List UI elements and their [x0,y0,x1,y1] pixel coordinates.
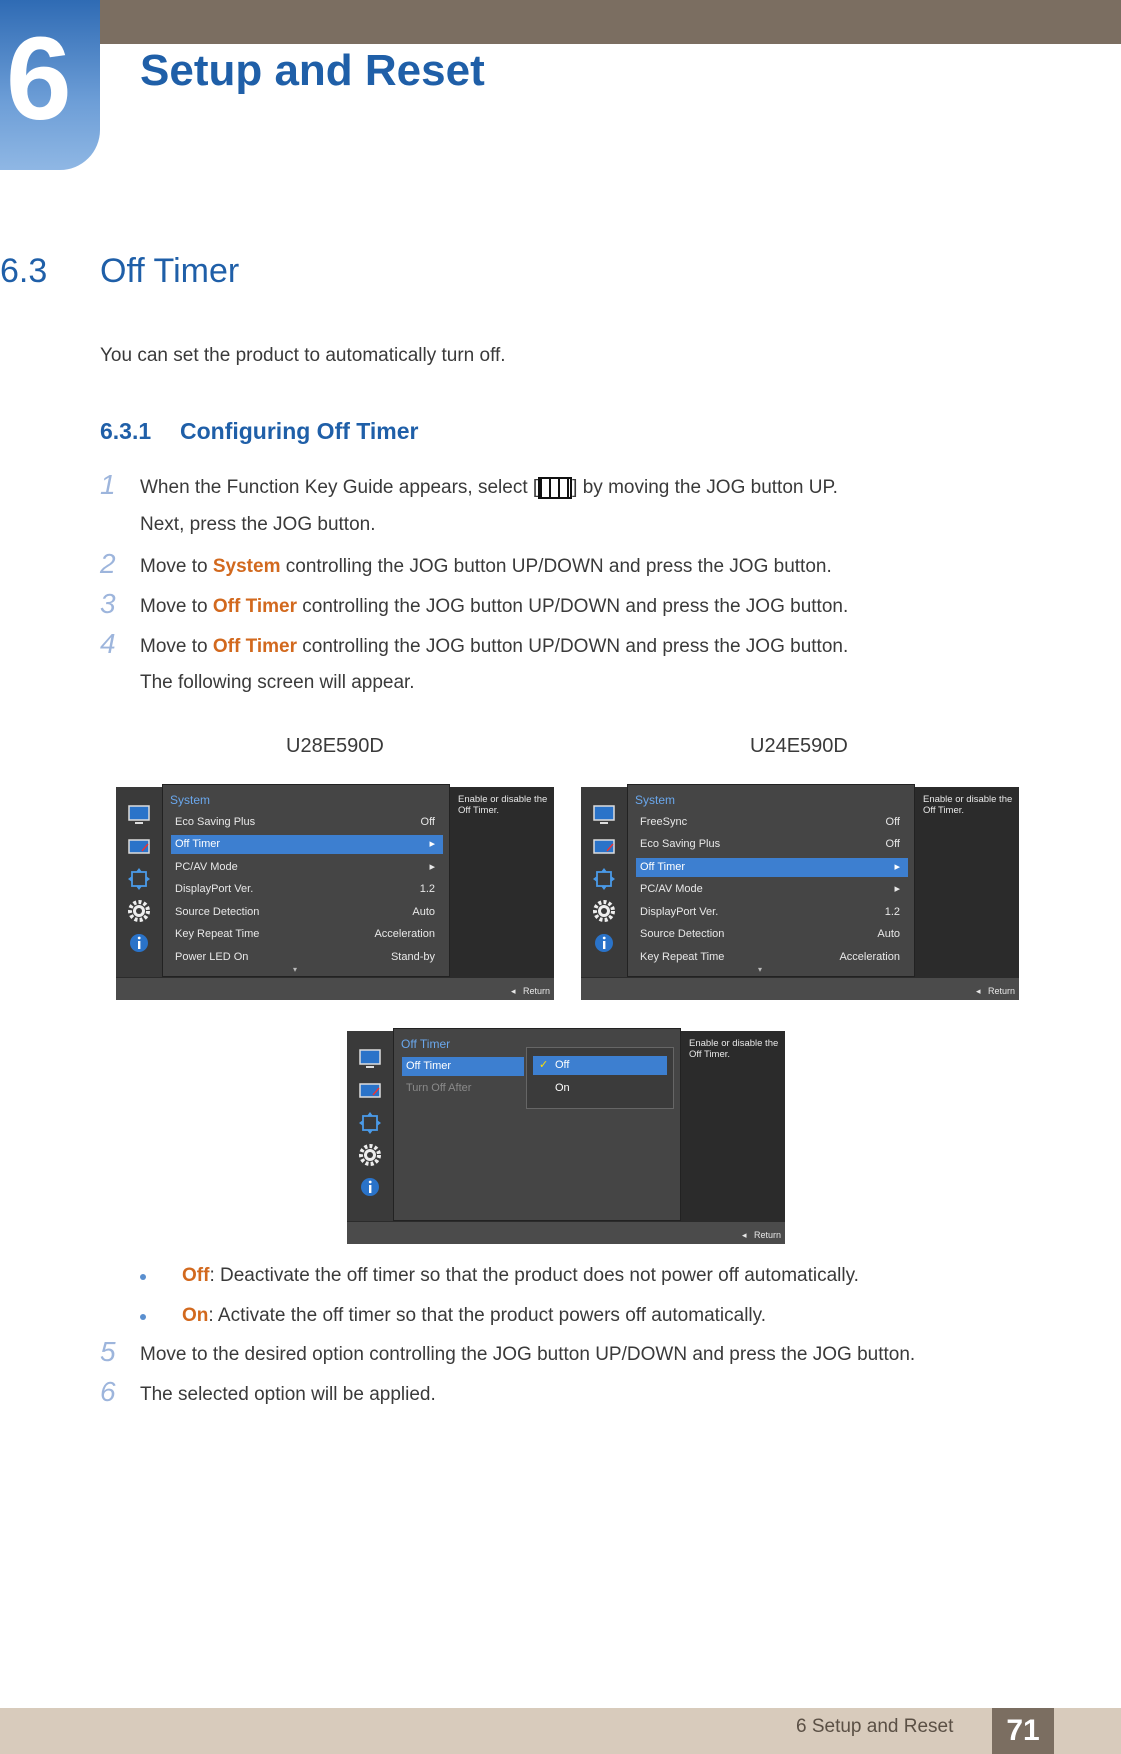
option-label: Off [555,1059,570,1071]
osd-row-label: Eco Saving Plus [175,816,256,828]
position-icon [592,867,616,891]
step-number: 1 [100,469,116,500]
section-intro: You can set the product to automatically turn off. [100,345,506,366]
position-icon [358,1111,382,1135]
osd-row-label: Power LED On [175,951,249,963]
step-text [140,636,848,658]
osd-row-label: FreeSync [640,816,688,828]
osd-row-label: Turn Off After [406,1082,472,1094]
osd-row-value: ▸ [429,838,435,850]
osd-row-label: Off Timer [175,838,221,850]
osd-screen-right [581,787,1019,1000]
step-number: 4 [100,628,116,659]
step-1-follow: Next, press the JOG button. [140,514,376,535]
osd-help-text: Enable or disable the Off Timer. [689,1038,779,1060]
osd-icon-column [347,1031,393,1221]
step-text-pre: When the Function Key Guide appears, select [ [140,477,539,499]
gear-icon [592,899,616,923]
info-icon [127,931,151,955]
bullet-body: : Activate the off timer so that the product powers off automatically. [208,1305,767,1326]
osd-menu-row[interactable] [171,903,443,922]
model-label-left: U28E590D [286,735,384,757]
osd-menu-row-disabled [402,1079,524,1098]
step-highlight: Off Timer [212,636,297,657]
osd-row-label: Off Timer [640,861,686,873]
osd-bottom-bar [581,978,1019,1000]
osd-row-value: Off [885,816,900,828]
option-off[interactable] [533,1056,667,1075]
section-title: Off Timer [100,252,240,290]
info-icon [592,931,616,955]
step-number: 2 [100,548,116,579]
osd-icon-column [116,787,162,977]
step-text: Move to the desired option controlling the JOG button UP/DOWN and press the JOG button. [140,1344,916,1365]
osd-row-value: 1.2 [419,883,435,895]
picture-icon [592,835,616,859]
osd-row-label: Key Repeat Time [640,951,725,963]
osd-help-text: Enable or disable the Off Timer. [923,794,1013,816]
step-text-post: ] by moving the JOG button UP. [572,477,838,499]
step-text-pre: Move to [140,556,213,577]
section-number: 6.3 [0,252,48,290]
osd-row-label: PC/AV Mode [640,883,703,895]
chapter-title: Setup and Reset [140,46,485,95]
return-button[interactable] [742,1230,781,1241]
osd-menu-row[interactable] [171,948,443,967]
gear-icon [127,899,151,923]
step-number: 6 [100,1376,116,1407]
left-arrow-icon: ◂ [975,986,988,996]
osd-menu-row[interactable] [636,813,908,832]
option-on[interactable] [533,1079,667,1098]
osd-menu-row[interactable] [636,948,908,967]
osd-row-label: Source Detection [640,928,725,940]
step-text-post: controlling the JOG button UP/DOWN and press the JOG button. [296,636,849,657]
footer-chapter-text: 6 Setup and Reset [796,1716,954,1737]
osd-screen-off-timer [347,1031,785,1244]
osd-row-label: Key Repeat Time [175,928,260,940]
osd-menu-row-selected[interactable] [636,858,908,877]
osd-menu-panel [627,784,915,977]
subsection-number: 6.3.1 [100,418,152,444]
osd-row-label: DisplayPort Ver. [175,883,254,895]
picture-icon [127,835,151,859]
gear-icon [358,1143,382,1167]
return-label: Return [987,986,1015,996]
step-text [140,596,848,618]
top-bar [0,0,1121,44]
bullet-text [182,1265,859,1287]
step-text-post: controlling the JOG button UP/DOWN and press the JOG button. [296,596,849,617]
chapter-number: 6 [6,13,72,145]
bullet-dot [140,1274,146,1280]
osd-row-value: ▸ [894,861,900,873]
step-text [140,477,838,499]
scroll-down-icon: ▾ [758,965,763,974]
osd-row-label: Off Timer [406,1060,452,1072]
osd-help-text: Enable or disable the Off Timer. [458,794,548,816]
monitor-icon [592,803,616,827]
step-number: 5 [100,1336,116,1367]
osd-row-value: Acceleration [374,928,435,940]
osd-row-label: Eco Saving Plus [640,838,721,850]
osd-row-label: PC/AV Mode [175,861,238,873]
scroll-down-icon: ▾ [293,965,298,974]
step-highlight: System [212,556,281,577]
bullet-highlight: On [182,1305,209,1326]
osd-menu-row[interactable] [636,903,908,922]
osd-option-popup [526,1047,674,1109]
step-4-follow: The following screen will appear. [140,672,415,693]
bullet-dot [140,1314,146,1320]
step-highlight: Off Timer [212,596,297,617]
subsection-title: Configuring Off Timer [180,418,419,444]
return-label: Return [753,1230,781,1240]
osd-menu-row[interactable] [171,858,443,877]
osd-menu-row[interactable] [171,925,443,944]
check-icon: ✓ [539,1059,549,1071]
osd-menu-row[interactable] [636,880,908,899]
osd-row-value: ▸ [894,883,900,895]
position-icon [127,867,151,891]
chapter-tab [0,0,100,170]
osd-row-label: Source Detection [175,906,260,918]
osd-row-value: Acceleration [839,951,900,963]
info-icon [358,1175,382,1199]
left-arrow-icon: ◂ [510,986,523,996]
step-text-pre: Move to [140,636,213,657]
return-button[interactable] [976,986,1015,997]
osd-bottom-bar [116,978,554,1000]
left-arrow-icon: ◂ [741,1230,754,1240]
osd-menu-title: System [635,793,676,807]
step-number: 3 [100,588,116,619]
option-label: On [555,1082,570,1094]
return-label: Return [522,986,550,996]
osd-row-value: Auto [412,906,435,918]
osd-row-value: Off [420,816,435,828]
step-text-pre: Move to [140,596,213,617]
osd-menu-title: System [170,793,211,807]
osd-bottom-bar [347,1222,785,1244]
menu-key-icon [538,477,572,499]
step-text [140,556,832,578]
osd-menu-row[interactable] [171,813,443,832]
osd-screen-left [116,787,554,1000]
bullet-text [182,1305,766,1327]
osd-menu-row[interactable] [636,925,908,944]
osd-menu-panel [162,784,450,977]
osd-menu-title: Off Timer [401,1037,451,1051]
step-text-post: controlling the JOG button UP/DOWN and press the JOG button. [280,556,832,577]
osd-row-label: DisplayPort Ver. [640,906,719,918]
step-text: The selected option will be applied. [140,1384,436,1405]
monitor-icon [127,803,151,827]
osd-menu-row[interactable] [636,835,908,854]
monitor-icon [358,1047,382,1071]
osd-menu-row-selected[interactable] [402,1057,524,1076]
osd-row-value: 1.2 [884,906,900,918]
osd-icon-column [581,787,627,977]
osd-menu-row-selected[interactable] [171,835,443,854]
bullet-highlight: Off [182,1265,210,1286]
osd-row-value: Auto [877,928,900,940]
bullet-body: : Deactivate the off timer so that the product does not power off automatically. [209,1265,859,1286]
osd-row-value: ▸ [429,861,435,873]
osd-row-value: Stand-by [390,951,435,963]
picture-icon [358,1079,382,1103]
model-label-right: U24E590D [750,735,848,757]
osd-row-value: Off [885,838,900,850]
osd-menu-row[interactable] [171,880,443,899]
osd-menu-panel [393,1028,681,1221]
return-button[interactable] [511,986,550,997]
page-number: 71 [992,1708,1054,1754]
